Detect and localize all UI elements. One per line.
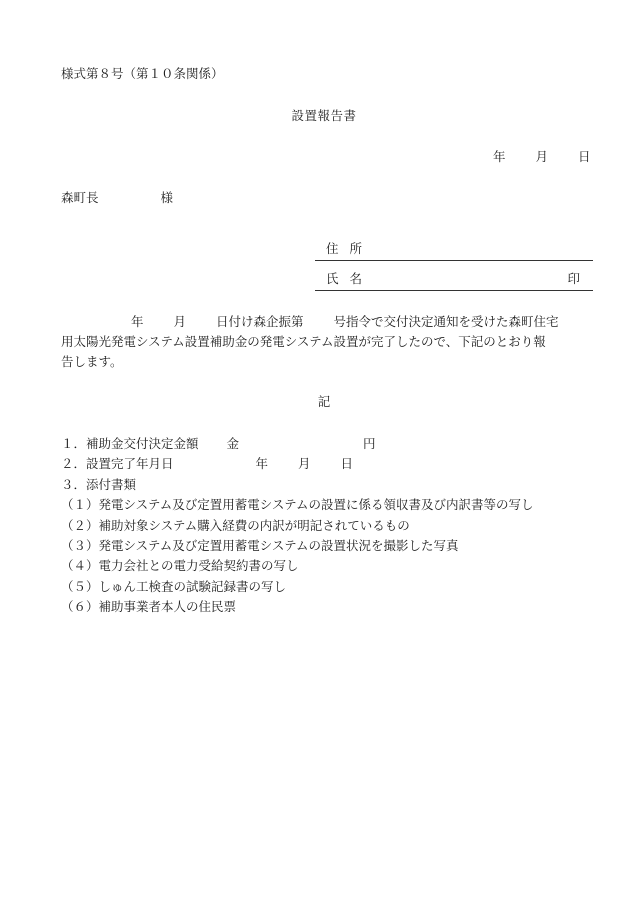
item-completion-date: ２．設置完了年月日 年 月 日 [61,456,354,472]
date-month-label: 月 [535,149,549,164]
addressee-name: 森町長 [61,190,99,205]
seal-mark: 印 [567,271,580,286]
addressee-honorific: 様 [160,190,174,205]
list-item: （２）補助対象システム購入経費の内訳が明記されているもの [61,517,410,533]
address-field[interactable] [315,234,593,261]
kin-label: 金 [226,436,240,451]
date-day-label: 日 [578,149,591,164]
list-item: （６）補助事業者本人の住民票 [61,599,237,615]
ki-heading: 記 [317,394,331,409]
name-field[interactable] [315,264,593,291]
list-item: （４）電力会社との電力受給契約書の写し [61,558,299,574]
date-year-label: 年 [493,149,506,164]
item-list [61,434,534,618]
report-body [61,312,591,372]
body-line-3: 告します。 [61,354,123,369]
list-item: （５）しゅん工検査の試験記録書の写し [61,578,287,594]
addressee [61,192,173,205]
body-line-2: 用太陽光発電システム設置補助金の発電システム設置が完了したので、下記のとおり報 [61,334,546,349]
list-item: （１）発電システム及び定置用蓄電システムの設置に係る領収書及び内訳書等の写し [61,497,534,513]
body-line-1: 年 月 日付け森企振第 号指令で交付決定通知を受けた森町住宅 [131,314,559,329]
item-attachments-heading: ３．添付書類 [61,476,137,492]
yen-label: 円 [363,436,376,451]
form-number: 様式第８号（第１０条関係） [61,66,224,81]
document-title: 設置報告書 [291,108,357,123]
item-grant-amount: １．補助金交付決定金額 金 円 [61,436,376,451]
list-item: （３）発電システム及び定置用蓄電システムの設置状況を撮影した写真 [61,537,459,553]
address-label: 住所 [326,241,374,256]
name-label: 氏名 [326,271,374,286]
submission-date [493,151,591,164]
